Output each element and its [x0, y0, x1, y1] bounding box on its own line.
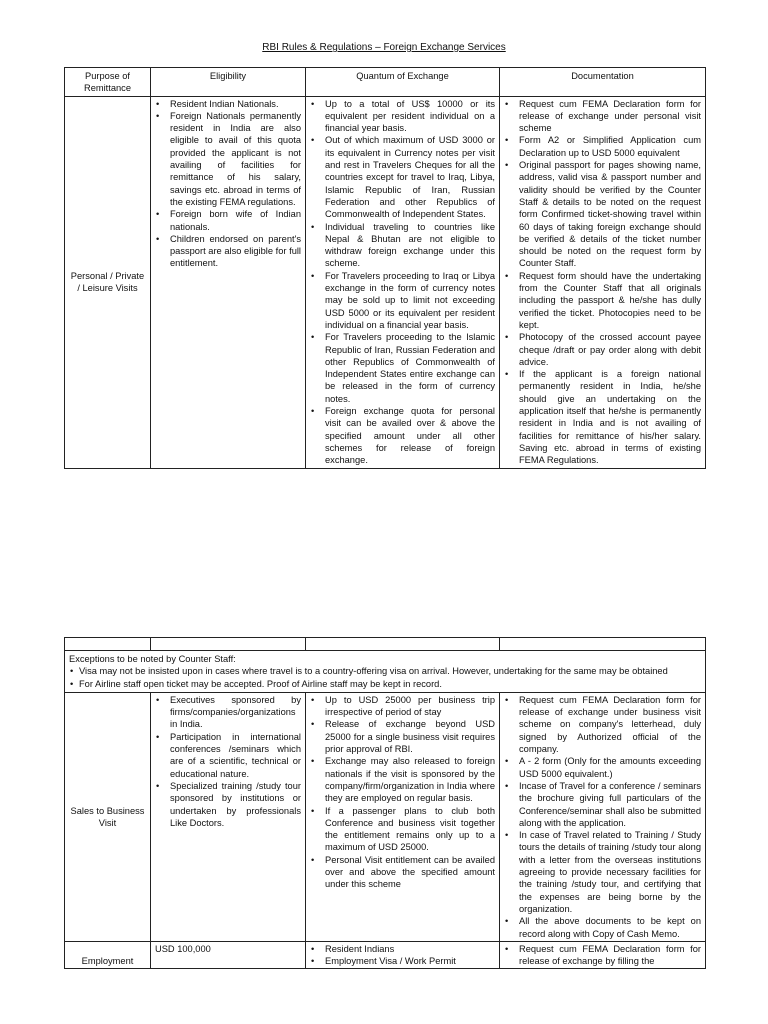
list-item: • In case of Travel related to Training / Study tours the details of training /study tour along with a letter from the overseas institutions agreeing to provide necessary facilities for the training /study tour, and certifying that the expenses are being borne by the organization.: [504, 829, 701, 915]
purpose-cell: Sales to Business Visit: [65, 692, 151, 941]
documentation-cell: [500, 692, 706, 941]
list-item: • Foreign born wife of Indian nationals.: [155, 208, 301, 233]
documentation-cell: [500, 96, 706, 468]
list-item: • A - 2 form (Only for the amounts exceeding USD 5000 equivalent.): [504, 755, 701, 780]
list-item: • Photocopy of the crossed account payee cheque /draft or pay order along with debit advice.: [504, 331, 701, 368]
list-item: • Request cum FEMA Declaration form for release of exchange under business visit scheme on company's letterhead, duly signed by Authorized official of the company.: [504, 694, 701, 755]
quantum-cell: [306, 692, 500, 941]
list-item: • Up to a total of US$ 10000 or its equivalent per resident individual on a financial year basis.: [310, 98, 495, 135]
quantum-list: [310, 943, 495, 968]
purpose-cell: Employment: [65, 941, 151, 969]
eligibility-cell: [151, 692, 306, 941]
quantum-cell: [306, 941, 500, 969]
list-item: • Exchange may also released to foreign nationals if the visit is sponsored by the company/firm/organization in India where they are employed on regular basis.: [310, 755, 495, 804]
personal-visit-table: [64, 67, 706, 469]
list-item: • Children endorsed on parent's passport are also eligible for full entitlement.: [155, 233, 301, 270]
document-title: RBI Rules & Regulations – Foreign Exchange Services: [262, 42, 506, 53]
list-item: • Resident Indians: [310, 943, 495, 955]
list-item: • For Travelers proceeding to Iraq or Libya exchange in the form of currency notes may be sold up to limit not exceeding USD 5000 or its equivalent per resident individual on a financial year basis.: [310, 270, 495, 331]
quantum-cell: [306, 96, 500, 468]
exceptions-row: [65, 651, 706, 693]
table-row: [65, 692, 706, 941]
list-item: • Up to USD 25000 per business trip irrespective of period of stay: [310, 694, 495, 719]
list-item: • Release of exchange beyond USD 25000 for a single business visit requires prior approval of RBI.: [310, 718, 495, 755]
list-item: • Personal Visit entitlement can be availed over and above the specified amount under this scheme: [310, 854, 495, 891]
list-item: • Incase of Travel for a conference / seminars the brochure giving full particulars of the Conference/seminar shall also be submitted along with the application.: [504, 780, 701, 829]
list-item: • Visa may not be insisted upon in cases where travel is to a country-offering visa on arrival. However, undertaking for the same may be obtained: [69, 665, 701, 677]
list-item: • Request cum FEMA Declaration form for release of exchange under personal visit scheme: [504, 98, 701, 135]
table-row: [65, 941, 706, 969]
list-item: • Original passport for pages showing name, address, valid visa & passport number and validity should be verified by the Counter Staff & details to be noted on the request form Confirmed ticket-showing travel within 60 days of taking foreign exchange should be verified & details of the ticket number should be noted on the request form by Counter Staff.: [504, 159, 701, 270]
list-item: • Request cum FEMA Declaration form for release of exchange by filling the: [504, 943, 701, 968]
list-item: • For Airline staff open ticket may be accepted. Proof of Airline staff may be kept in record.: [69, 678, 701, 690]
list-item: • Resident Indian Nationals.: [155, 98, 301, 110]
documentation-list: [504, 694, 701, 940]
list-item: • Specialized training /study tour sponsored by institutions or undertaken by professionals Like Doctors.: [155, 780, 301, 829]
header-eligibility: Eligibility: [151, 68, 306, 97]
documentation-cell: [500, 941, 706, 969]
documentation-list: [504, 98, 701, 467]
purpose-cell: Personal / Private / Leisure Visits: [65, 96, 151, 468]
eligibility-list: [155, 694, 301, 829]
list-item: • Executives sponsored by firms/companies/organizations in India.: [155, 694, 301, 731]
eligibility-cell: [151, 96, 306, 468]
exceptions-cell: [65, 651, 706, 693]
list-item: • For Travelers proceeding to the Islamic Republic of Iran, Russian Federation and other Republics of Commonwealth of Independent States entire exchange can be released in the form of currency notes.: [310, 331, 495, 405]
list-item: • Form A2 or Simplified Application cum Declaration up to USD 5000 equivalent: [504, 134, 701, 159]
table-row: [65, 96, 706, 468]
list-item: • Participation in international conferences /seminars which are of a scientific, technical or educational nature.: [155, 731, 301, 780]
list-item: • Out of which maximum of USD 3000 or its equivalent in Currency notes per visit and rest in Travelers Cheques for all the countries except for travel to Iraq, Libya, Islamic Republic of Iran, Russian Federation and other Republics of Commonwealth of Independent States.: [310, 134, 495, 220]
quantum-list: [310, 98, 495, 467]
exceptions-heading: Exceptions to be noted by Counter Staff:: [69, 654, 236, 664]
list-item: • Employment Visa / Work Permit: [310, 955, 495, 967]
list-item: • Foreign Nationals permanently resident in India are also eligible to avail of this quota provided the applicant is not availing of facilities for remittance of his salary, savings etc. abroad in terms of the existing FEMA regulations.: [155, 110, 301, 208]
eligibility-cell: USD 100,000: [151, 941, 306, 969]
header-purpose: Purpose of Remittance: [65, 68, 151, 97]
business-visit-table: [64, 637, 706, 969]
list-item: • Request form should have the undertaking from the Counter Staff that all originals including the passport & he/she has dully verified the ticket. Photocopies need to be kept.: [504, 270, 701, 331]
list-item: • All the above documents to be kept on record along with Copy of Cash Memo.: [504, 915, 701, 940]
list-item: • Foreign exchange quota for personal visit can be availed over & above the specified amount under all other schemes for release of foreign exchange.: [310, 405, 495, 466]
spacer-row: [65, 638, 706, 651]
exceptions-list: [69, 665, 701, 690]
eligibility-list: [155, 98, 301, 270]
header-documentation: Documentation: [500, 68, 706, 97]
list-item: • If the applicant is a foreign national permanently resident in India, he/she should give an undertaking on the application itself that he/she is permanently resident in India and is not availing of facilities for remittance of his/her salary. Saving etc. abroad in terms of existing FEMA Regulations.: [504, 368, 701, 466]
header-row: [65, 68, 706, 97]
list-item: • Individual traveling to countries like Nepal & Bhutan are not eligible to withdraw foreign exchange under this scheme.: [310, 221, 495, 270]
quantum-list: [310, 694, 495, 891]
documentation-list: [504, 943, 701, 968]
list-item: • If a passenger plans to club both Conference and business visit together the entitlement remains only up to a maximum of USD 25000.: [310, 805, 495, 854]
header-quantum: Quantum of Exchange: [306, 68, 500, 97]
